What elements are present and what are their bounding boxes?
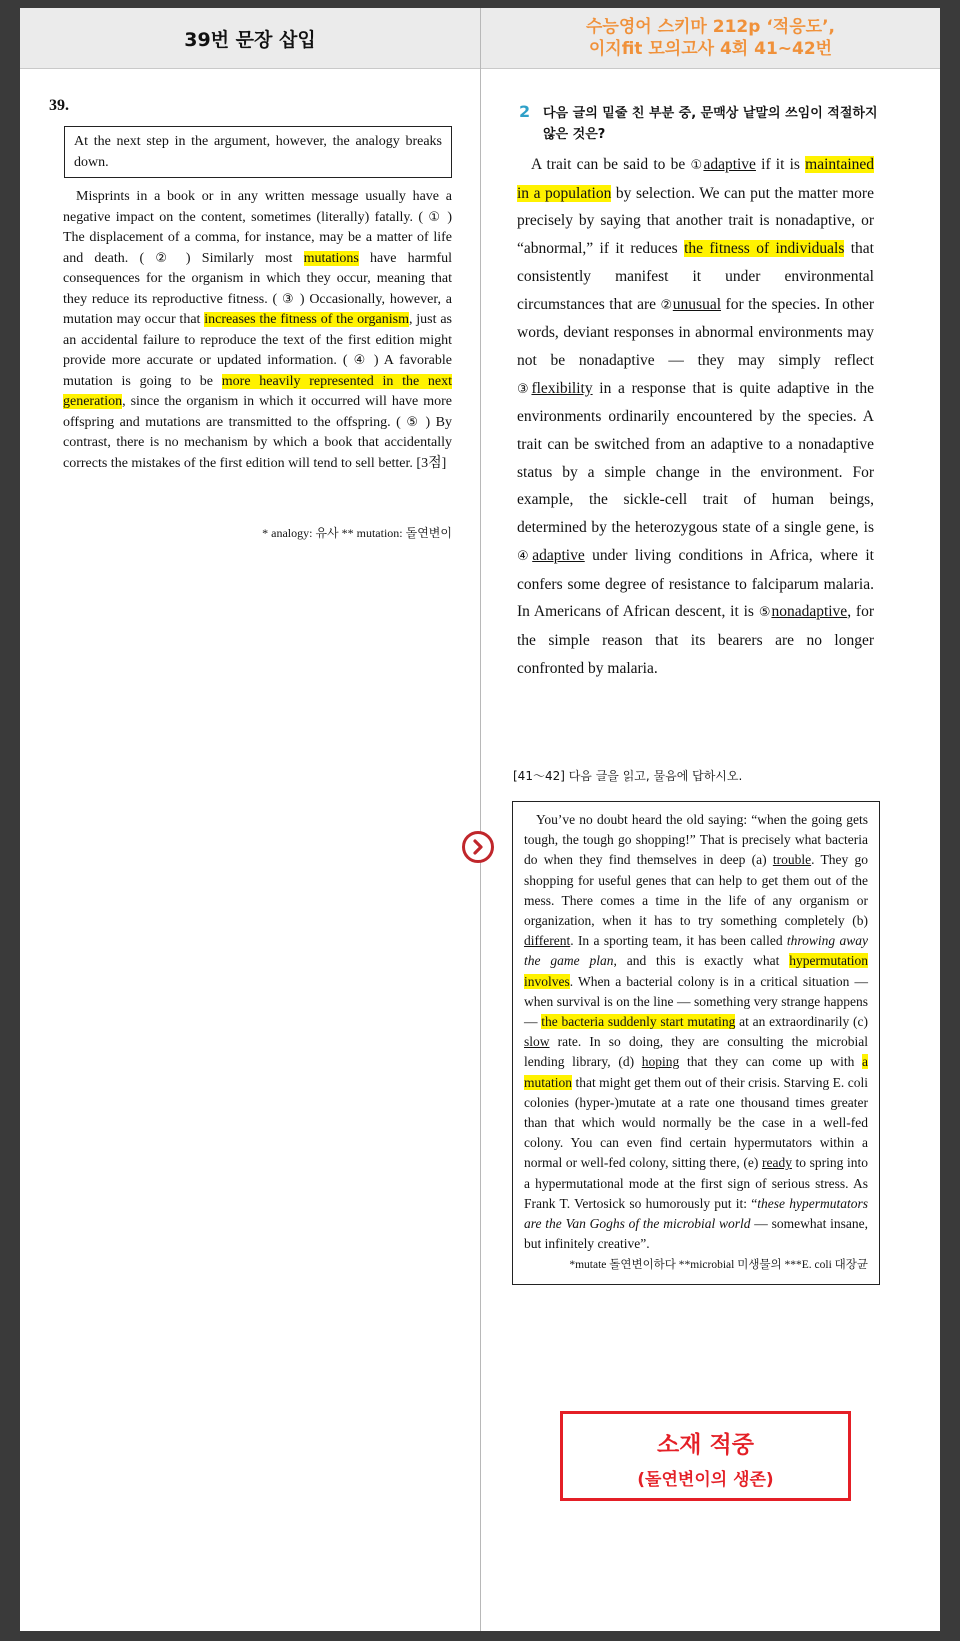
passage-text: — somewhat insane, but infinitely creative”. [524,1216,868,1252]
insertion-marker-3: ③ [282,291,296,307]
q41-passage-box [512,801,880,1285]
right-header-title-line1: 수능영어 스키마 212p ‘적응도’, [585,17,835,37]
topic-match-stamp [560,1411,851,1501]
passage-text: , for the simple reason that its bearers are no longer confronted by malaria. [517,603,874,677]
insertion-marker-1: ① [428,209,442,225]
highlight-start-mutating: the bacteria suddenly start mutating [541,1014,736,1030]
points-label: [3점] [416,455,447,471]
highlight-next-generation: more heavily represented in the next generation [63,373,453,409]
passage-text: , just as an accidental failure to reproduce the text of the first edition might provide more accurate or updated information. ( [63,312,453,368]
passage-text: , and this is exactly what [613,953,790,969]
passage-text: by selection. We can put the matter more precisely by saying that another trait is nonadaptive, or “abnormal,” if it reduces [517,184,874,258]
underlined-word-3: flexibility [531,379,593,397]
passage-text: rate. In so doing, they are consulting the microbial lending library, (d) [524,1034,868,1070]
left-header-title: 39번 문장 삽입 [184,28,316,51]
passage-text: , since the organism in which it occurred will have more offspring and mutations are transmitted to the offspring. ( [63,394,452,430]
underlined-e: ready [761,1155,792,1171]
passage-text: if it is [755,156,806,173]
question-number: 39. [49,97,69,114]
passage-text: that they can come up with [679,1054,862,1070]
insertion-marker-5: ⑤ [406,414,421,430]
italic-quote: these hypermutators are the Van Goghs of the microbial world [524,1195,869,1232]
passage-text: . They go shopping for useful genes that can help to get them out of the mess. There comes a time in the life of any organism or organization, when it has to try something completely (b) [524,852,869,929]
q39-footnote: * analogy: 유사 ** mutation: 돌연변이 [262,526,452,540]
highlight-hypermutation: hypermutation involves [524,953,868,989]
right-header-title-line2: 이지fit 모의고사 4회 41~42번 [588,39,833,59]
q39-passage [63,187,452,474]
passage-text: Misprints in a book or in any written message usually have a negative impact on the content, sometimes (literally) fatally. ( [63,189,452,225]
passage-text: ) By contrast, there is no mechanism by which a book that accidentally corrects the mistakes of the first edition will tend to sell better. [63,414,453,471]
highlight-mutations: mutations [303,250,359,266]
right-header [481,8,940,69]
underlined-b: different [524,933,571,949]
given-sentence-box: At the next step in the argument, however, the analogy breaks down. [64,126,452,178]
stamp-title: 소재 적중 [657,1432,754,1458]
highlight-a-mutation: a mutation [524,1054,868,1090]
option-marker-3: ③ [517,381,532,397]
passage-text: to spring into a hypermutational mode at the first sign of serious stress. As Frank T. Vertosick so humorously put it: “ [524,1155,868,1211]
insertion-marker-2: ② [155,250,175,266]
passage-text: A trait can be said to be [531,156,691,173]
passage-text: ) Similarly most [174,250,304,266]
q41-instruction: [41～42] 다음 글을 읽고, 물음에 답하시오. [513,769,743,783]
passage-text: ) A favorable mutation is going to be [63,353,452,389]
option-marker-1: ① [690,158,704,173]
highlight-maintained: maintained in a population [517,156,875,202]
highlight-increases-fitness: increases the fitness of the organism [204,312,409,327]
passage-text: You’ve no doubt heard the old saying: “when the going gets tough, the tough go shopping!” That is precisely what bacteria do when they find themselves in deep (a) [524,812,868,868]
passage-text: that might get them out of their crisis. Starving E. coli colonies (hyper-)mutate at a rate one thousand times greater than that which would normally be the case in a well-fed colony. You can even find certain hypermutators within a normal or well-fed colony, sitting there, (e) [524,1074,868,1171]
passage-text: under living conditions in Africa, where it confers some degree of resistance to falciparum malaria. In Americans of African descent, it is [517,546,874,621]
stamp-subtitle: (돌연변이의 생존) [637,1470,774,1490]
underlined-word-2: unusual [672,295,722,313]
q41-footnote: *mutate 돌연변이하다 **microbial 미생물의 ***E. coli 대장균 [569,1259,868,1272]
highlight-fitness-individuals: the fitness of individuals [684,240,845,258]
underlined-word-4: adaptive [532,546,585,564]
passage-text: . In a sporting team, it has been called [570,933,787,949]
passage-text: have harmful consequences for the organism in which they occur, meaning that they reduce its reproductive fitness. ( [63,250,453,307]
underlined-word-1: adaptive [703,156,756,173]
chevron-right-circle-icon [462,831,494,863]
passage-text: in a response that is quite adaptive in the environments ordinarily encountered by the species. A trait can be switched from an adaptive to a nonadaptive status by a simple change in the environment. For example, the sickle-cell trait of human beings, determined by the heterozygous state of a single gene, is [517,379,874,537]
passage-text: that consistently manifest it under environmental circumstances that are [517,240,874,313]
option-marker-4: ④ [517,548,533,564]
passage-text: . When a bacterial colony is in a critical situation — when survival is on the line — something very strange happens — [524,973,868,1030]
insertion-marker-4: ④ [353,353,368,368]
q2-number: 2 [519,102,531,121]
underlined-d: hoping [641,1054,680,1070]
underlined-a: trouble [772,852,812,868]
q2-passage [517,151,874,682]
italic-phrase: throwing away the game plan [524,933,868,969]
column-divider [480,8,481,1631]
passage-text: ) Occasionally, however, a mutation may occur that [63,291,452,327]
passage-text: ) The displacement of a comma, for instance, may be a matter of life and death. ( [63,209,452,266]
option-marker-5: ⑤ [758,605,772,621]
document-page [20,8,940,1631]
q2-stem: 다음 글의 밑줄 친 부분 중, 문맥상 낱말의 쓰임이 적절하지 않은 것은? [543,106,878,142]
underlined-word-5: nonadaptive [771,603,848,621]
left-header [20,8,480,69]
option-marker-2: ② [660,297,673,313]
underlined-c: slow [524,1034,550,1050]
passage-text: at an extraordinarily (c) [735,1014,868,1030]
passage-text: for the species. In other words, deviant responses in abnormal environments may not be nonadaptive — they may simply reflect [517,295,874,369]
